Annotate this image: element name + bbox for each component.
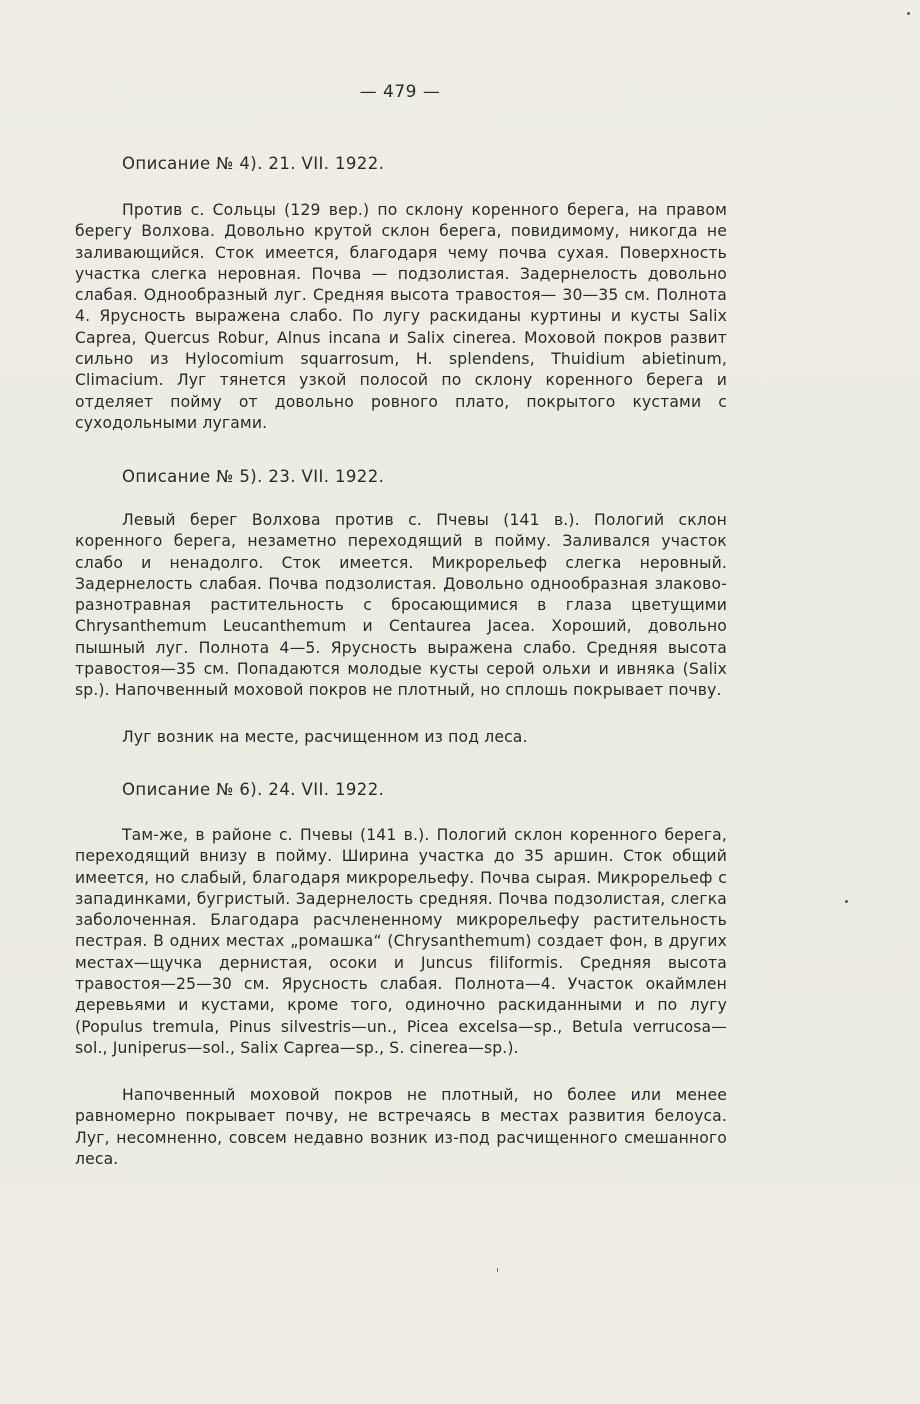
section-heading-4: Описание № 4). 21. VII. 1922.	[122, 154, 385, 173]
paper-speck	[907, 12, 910, 15]
section-6-paragraph-2: Напочвенный моховой покров не плотный, но более или менее равномерно покрывает почву, не встречаясь в местах развития белоуса. Луг, несомненно, совсем недавно возник из-под расчищенного смешанного леса.	[75, 1086, 727, 1168]
section-heading-5: Описание № 5). 23. VII. 1922.	[122, 467, 385, 486]
section-heading-6: Описание № 6). 24. VII. 1922.	[122, 780, 385, 799]
section-4-paragraph: Против с. Сольцы (129 вер.) по склону коренного берега, на правом берегу Волхова. Довольно крутой склон берега, повидимому, никогда не заливающийся. Сток имеется, благодаря чему почва сухая. Поверхность участка слегка неровная. Почва — подзолистая. Задернелость довольно слабая. Однообразный луг. Средняя высота травостоя— 30—35 см. Полнота 4. Ярусность выражена слабо. По лугу раскиданы куртины и кусты Salix Caprea, Quercus Robur, Alnus incana и Salix cinerea. Моховой покров развит сильно из Hylocomium squarrosum, H. splendens, Thuidium abietinum, Climacium. Луг тянется узкой полосой по склону коренного берега и отделяет пойму от довольно ровного плато, покрытого кустами с суходольными лугами.	[75, 201, 727, 432]
section-5-paragraph-1: Левый берег Волхова против с. Пчевы (141 в.). Пологий склон коренного берега, незаметно переходящий в пойму. Заливался участок слабо и ненадолго. Сток имеется. Микрорельеф слегка неровный. Задернелость слабая. Почва подзолистая. Довольно однообразная злаково-разнотравная растительность с бросающимися в глаза цветущими Chrysanthemum Leucanthemum и Centaurea Jacea. Хороший, довольно пышный луг. Полнота 4—5. Ярусность выражена слабо. Средняя высота травостоя—35 см. Попадаются молодые кусты серой ольхи и ивняка (Salix sp.). Напочвенный моховой покров не плотный, но сплошь покрывает почву.	[75, 511, 727, 700]
paper-speck	[845, 900, 848, 903]
paper-speck	[497, 1268, 498, 1272]
page-number: — 479 —	[359, 82, 441, 102]
section-6-paragraph-1: Там-же, в районе с. Пчевы (141 в.). Пологий склон коренного берега, переходящий внизу в пойму. Ширина участка до 35 аршин. Сток общий имеется, но слабый, благодаря микрорельефу. Почва сырая. Микрорельеф с западинками, бугристый. Задернелость средняя. Почва подзолистая, слегка заболоченная. Благодара расчлененному микрорельефу растительность пестрая. В одних местах „ромашка“ (Chrysanthemum) создает фон, в других местах—щучка дернистая, осоки и Juncus filiformis. Средняя высота травостоя—25—30 см. Ярусность слабая. Полнота—4. Участок окаймлен деревьями и кустами, кроме того, одиночно раскиданными и по лугу (Populus tremula, Pinus silvestris—un., Picea excelsa—sp., Betula verrucosa—sol., Juniperus—sol., Salix Caprea—sp., S. cinerea—sp.).	[75, 826, 727, 1057]
section-5-paragraph-2: Луг возник на месте, расчищенном из под леса.	[122, 728, 528, 746]
